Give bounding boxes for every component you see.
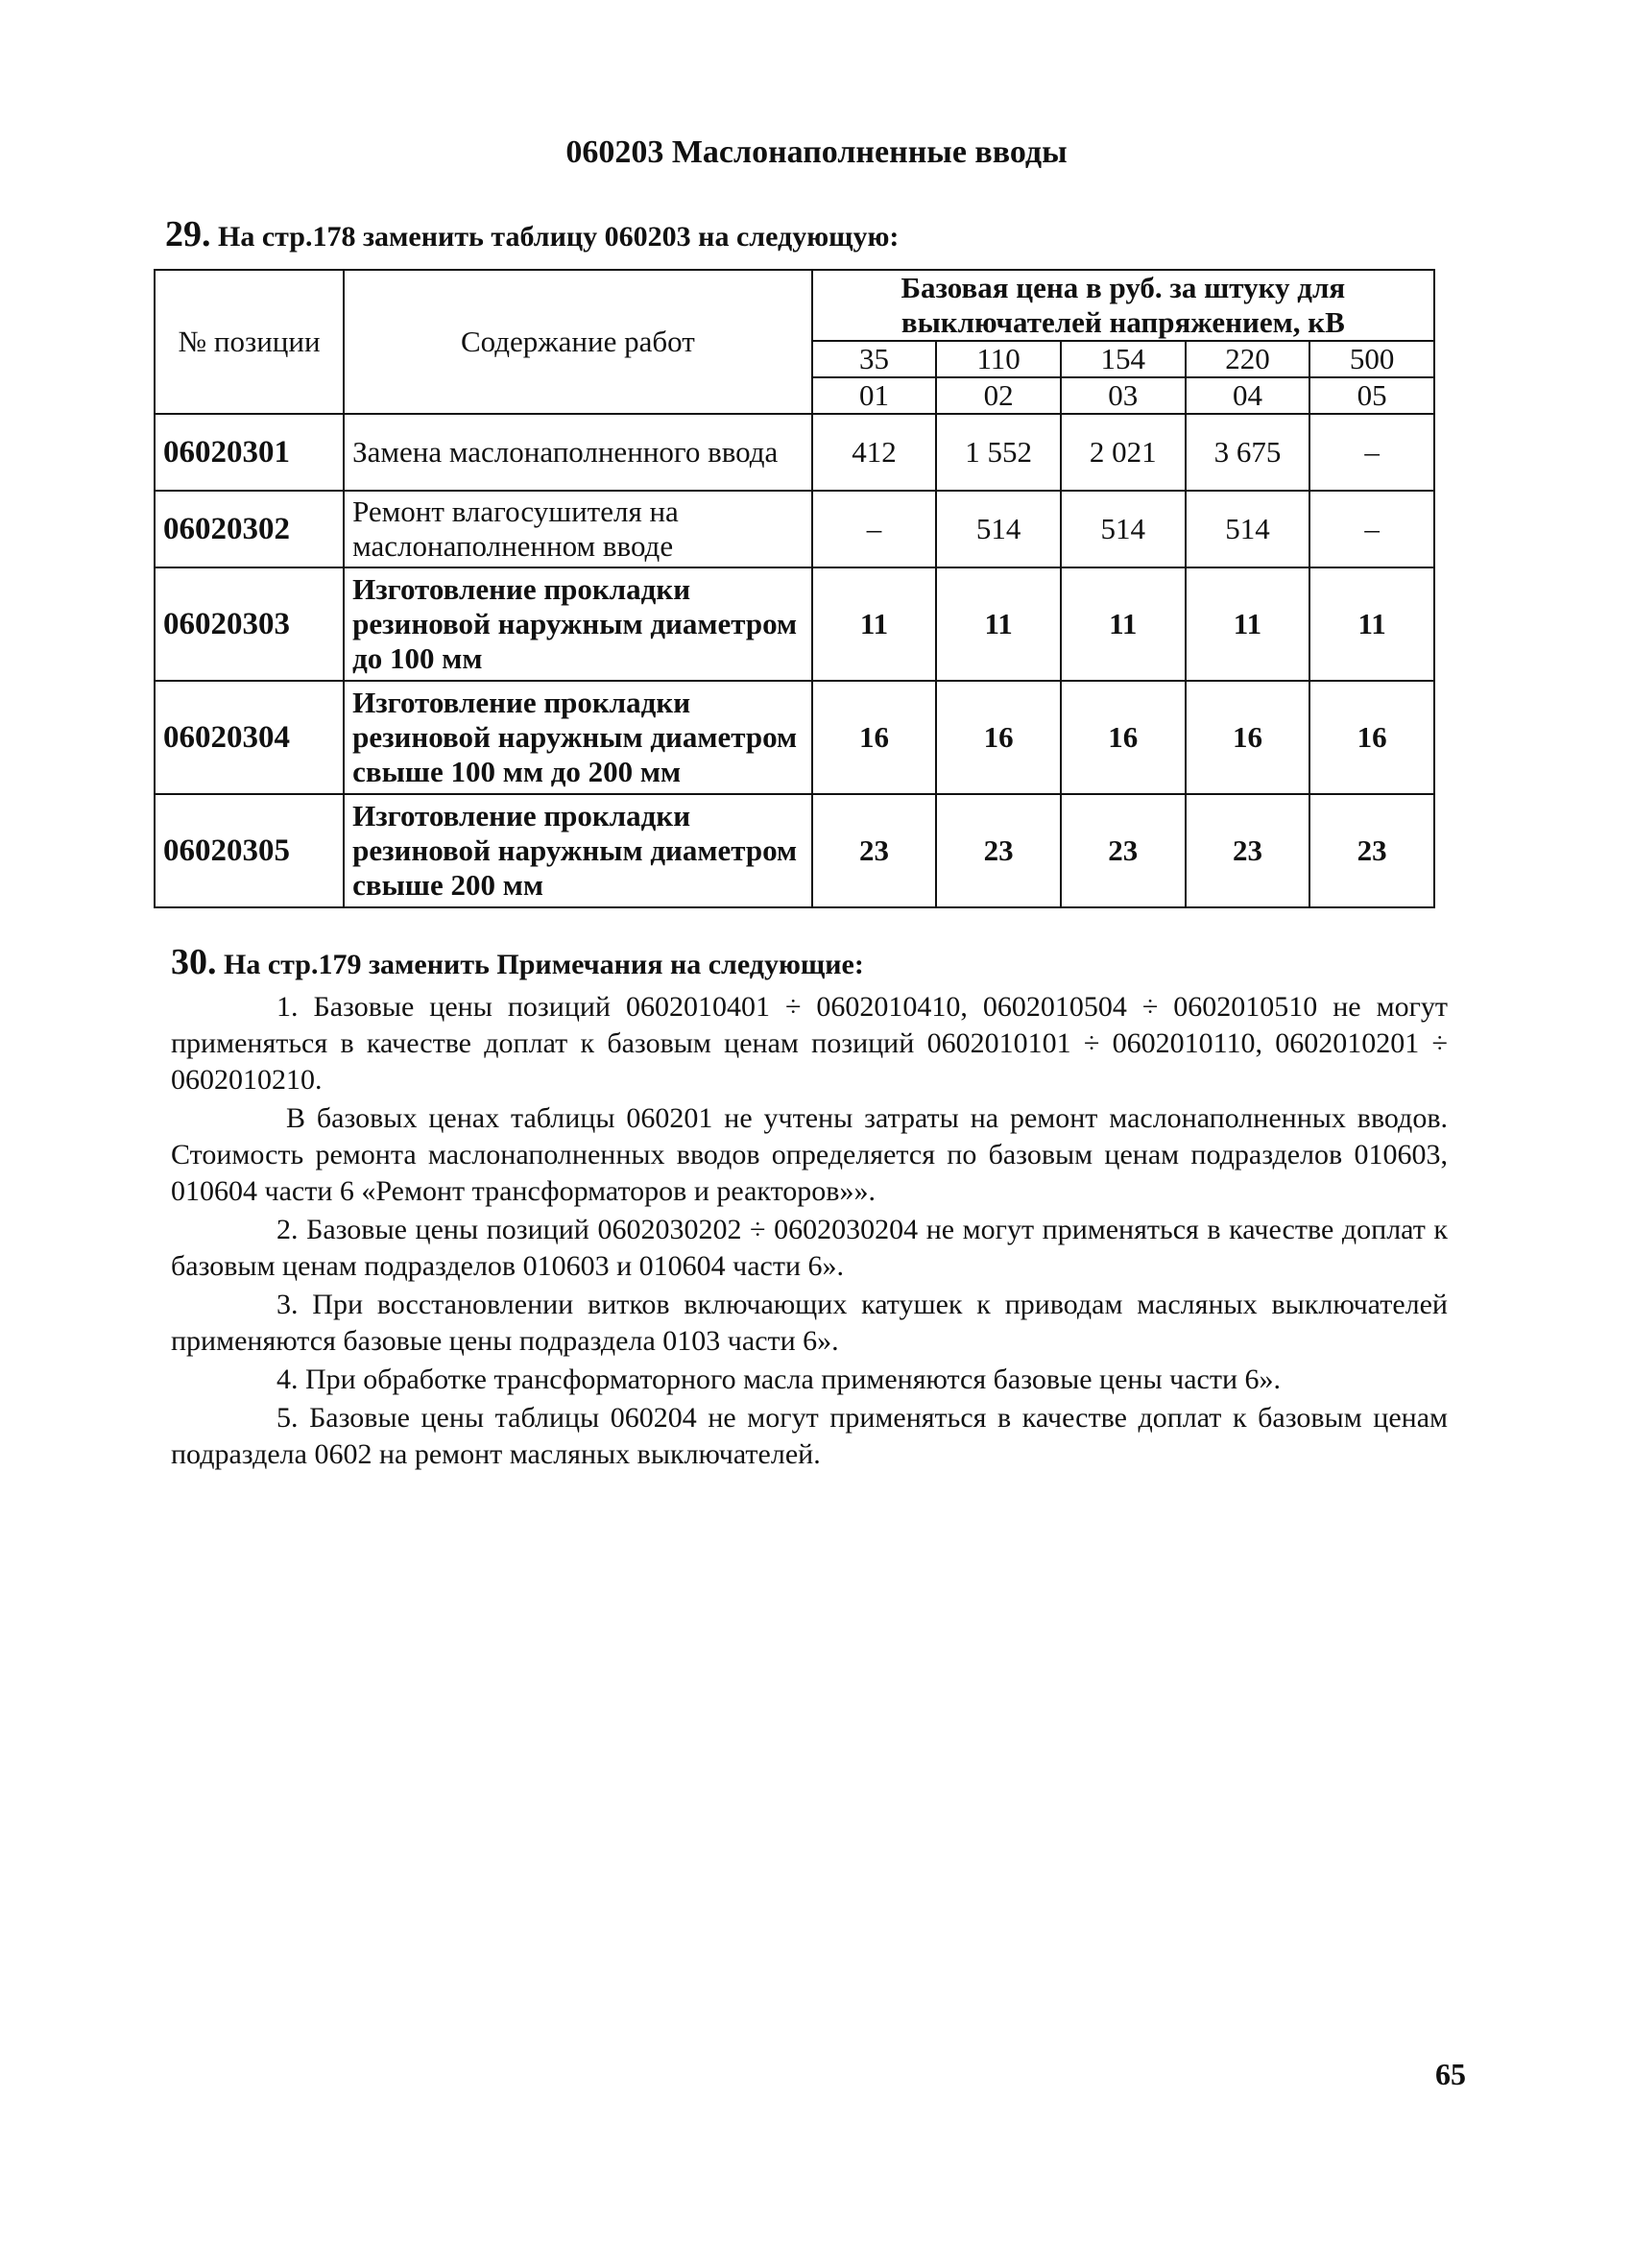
note-paragraph: 2. Базовые цены позиций 0602030202 ÷ 0602030204 не могут применяться в качестве доплат к базовым ценам подразделов 010603 и 010604 части 6».: [171, 1214, 1448, 1282]
point-30-number: 30.: [171, 942, 217, 982]
price-cell: 23: [1061, 794, 1186, 907]
voltage-cell: 110: [936, 341, 1061, 377]
table-row: [155, 681, 1434, 794]
table-row: [155, 414, 1434, 491]
voltage-cell: 35: [812, 341, 937, 377]
price-cell: 11: [936, 567, 1061, 681]
price-cell: 11: [1309, 567, 1434, 681]
note-paragraph: 3. При восстановлении витков включающих катушек к приводам масляных выключателей применяются базовые цены подраздела 0103 части 6».: [171, 1289, 1448, 1357]
price-cell: –: [812, 491, 937, 567]
column-code-cell: 01: [812, 377, 937, 414]
note-paragraph: В базовых ценах таблицы 060201 не учтены затраты на ремонт маслонаполненных вводов. Стоимость ремонта маслонаполненных вводов определяется по базовым ценам подразделов 010603, 010604 части 6 «Ремонт трансформаторов и реакторов»».: [171, 1102, 1448, 1207]
price-cell: –: [1309, 491, 1434, 567]
point-30-heading: [171, 941, 864, 983]
notes-block: [171, 989, 1448, 1475]
page-number: 65: [1435, 2057, 1466, 2091]
price-cell: 23: [936, 794, 1061, 907]
price-cell: 514: [1186, 491, 1310, 567]
note-paragraph: 5. Базовые цены таблицы 060204 не могут применяться в качестве доплат к базовым ценам подраздела 0602 на ремонт масляных выключателей.: [171, 1402, 1448, 1470]
point-29-text: На стр.178 заменить таблицу 060203 на следующую:: [218, 221, 900, 253]
price-cell: 16: [1061, 681, 1186, 794]
point-30-text: На стр.179 заменить Примечания на следующие:: [224, 949, 864, 980]
price-cell: 2 021: [1061, 414, 1186, 491]
price-cell: 3 675: [1186, 414, 1310, 491]
position-code: 06020305: [155, 794, 344, 907]
position-code: 06020302: [155, 491, 344, 567]
note-paragraph: 4. При обработке трансформаторного масла применяются базовые цены части 6».: [276, 1363, 1282, 1395]
price-cell: 16: [936, 681, 1061, 794]
voltage-cell: 154: [1061, 341, 1186, 377]
price-cell: 23: [1309, 794, 1434, 907]
header-position: № позиции: [155, 270, 344, 414]
table-row: [155, 567, 1434, 681]
work-description: Ремонт влагосушителя на маслонаполненном вводе: [344, 491, 812, 567]
column-code-cell: 03: [1061, 377, 1186, 414]
table-row: [155, 491, 1434, 567]
work-description: Изготовление прокладки резиновой наружным диаметром свыше 100 мм до 200 мм: [344, 681, 812, 794]
voltage-cell: 220: [1186, 341, 1310, 377]
header-content: Содержание работ: [344, 270, 812, 414]
price-cell: 514: [1061, 491, 1186, 567]
position-code: 06020304: [155, 681, 344, 794]
price-cell: 412: [812, 414, 937, 491]
work-description: Изготовление прокладки резиновой наружным диаметром свыше 200 мм: [344, 794, 812, 907]
column-code-cell: 04: [1186, 377, 1310, 414]
price-cell: 11: [1186, 567, 1310, 681]
price-cell: –: [1309, 414, 1434, 491]
price-cell: 514: [936, 491, 1061, 567]
price-cell: 23: [812, 794, 937, 907]
column-code-cell: 05: [1309, 377, 1434, 414]
price-cell: 11: [812, 567, 937, 681]
header-price: Базовая цена в руб. за штуку для выключателей напряжением, кВ: [812, 270, 1434, 341]
note-paragraph: 1. Базовые цены позиций 0602010401 ÷ 0602010410, 0602010504 ÷ 0602010510 не могут применяться в качестве доплат к базовым ценам позиций 0602010101 ÷ 0602010110, 0602010201 ÷ 0602010210.: [171, 991, 1448, 1096]
voltage-cell: 500: [1309, 341, 1434, 377]
column-code-cell: 02: [936, 377, 1061, 414]
point-29-number: 29.: [165, 214, 211, 254]
section-title: 060203 Маслонаполненные вводы: [565, 134, 1068, 170]
price-cell: 16: [1186, 681, 1310, 794]
price-cell: 23: [1186, 794, 1310, 907]
table-header-row: [155, 270, 1434, 341]
position-code: 06020303: [155, 567, 344, 681]
price-table: [154, 269, 1435, 908]
position-code: 06020301: [155, 414, 344, 491]
table-row: [155, 794, 1434, 907]
price-cell: 1 552: [936, 414, 1061, 491]
price-cell: 16: [812, 681, 937, 794]
price-cell: 16: [1309, 681, 1434, 794]
work-description: Изготовление прокладки резиновой наружным диаметром до 100 мм: [344, 567, 812, 681]
work-description: Замена маслонаполненного ввода: [344, 414, 812, 491]
price-cell: 11: [1061, 567, 1186, 681]
point-29-heading: [165, 213, 899, 255]
